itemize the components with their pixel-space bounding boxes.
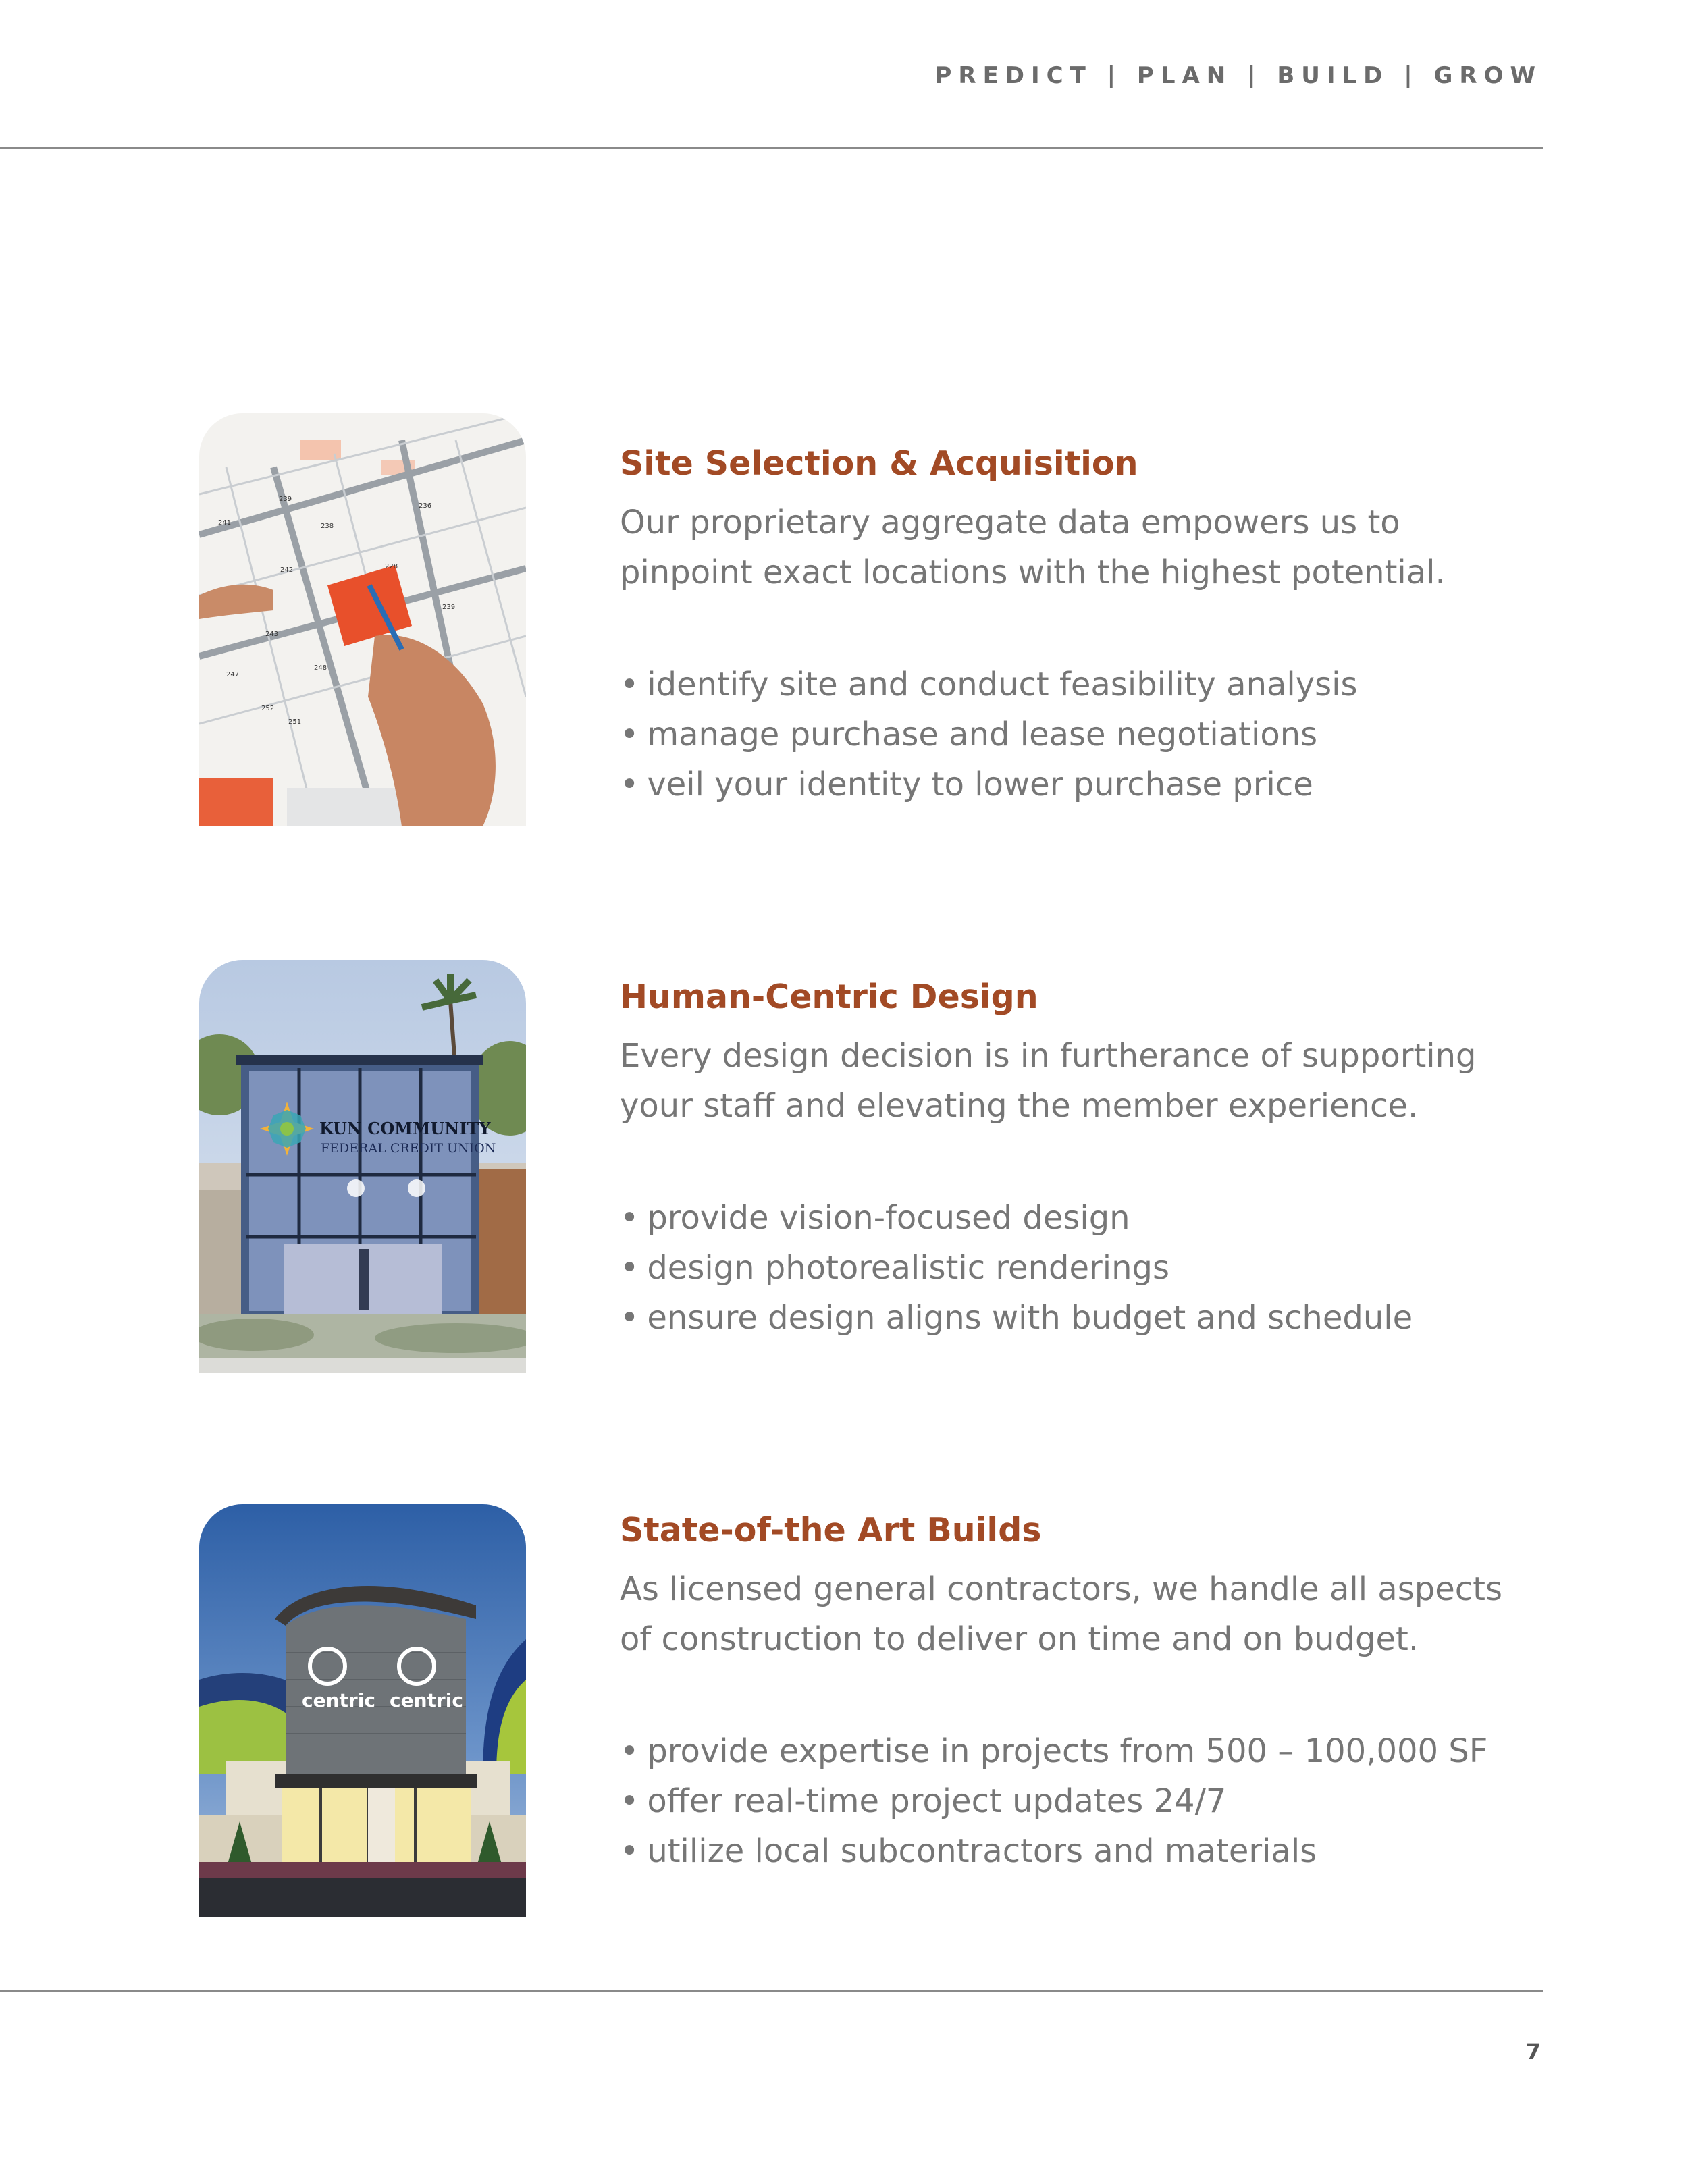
rendering-sign-line2: FEDERAL CREDIT UNION xyxy=(321,1141,496,1156)
svg-text:252: 252 xyxy=(261,705,275,712)
list-item: • utilize local subcontractors and materials xyxy=(620,1832,1317,1870)
svg-text:239: 239 xyxy=(279,496,292,503)
svg-text:228: 228 xyxy=(385,563,398,570)
bullet-list xyxy=(620,1726,1538,1876)
header-nav: PREDICT | PLAN | BUILD | GROW xyxy=(934,62,1542,89)
svg-text:242: 242 xyxy=(280,566,294,574)
credit-union-rendering xyxy=(199,960,526,1373)
branch-logo-text-right: centric xyxy=(390,1689,463,1711)
footer-divider xyxy=(0,1990,1543,1992)
svg-text:236: 236 xyxy=(419,502,432,510)
list-item: • manage purchase and lease negotiations xyxy=(620,715,1318,753)
list-item: • provide expertise in projects from 500 – 100,000 SF xyxy=(620,1732,1488,1770)
svg-text:241: 241 xyxy=(218,519,232,527)
svg-text:238: 238 xyxy=(321,523,334,530)
centric-branch-photo xyxy=(199,1504,526,1917)
page-number: 7 xyxy=(1525,2039,1541,2065)
bullet-list xyxy=(620,660,1538,809)
site-map-photo xyxy=(199,413,526,826)
svg-text:251: 251 xyxy=(288,718,302,726)
list-item: • veil your identity to lower purchase price xyxy=(620,765,1313,803)
header-divider xyxy=(0,147,1543,149)
section-description: Every design decision is in furtherance of supporting your staff and elevating the member experience. xyxy=(620,1036,1477,1125)
svg-text:243: 243 xyxy=(265,631,279,638)
svg-text:248: 248 xyxy=(314,664,327,672)
bullet-list xyxy=(620,1193,1538,1343)
section-description: Our proprietary aggregate data empowers us to pinpoint exact locations with the highest potential. xyxy=(620,503,1446,591)
list-item: • design photorealistic renderings xyxy=(620,1248,1169,1287)
section-title: Site Selection & Acquisition xyxy=(620,444,1138,483)
svg-text:239: 239 xyxy=(442,604,456,611)
rendering-sign-line1: KUN COMMUNITY xyxy=(319,1119,491,1138)
branch-logo-text-left: centric xyxy=(302,1689,375,1711)
list-item: • identify site and conduct feasibility analysis xyxy=(620,665,1358,703)
list-item: • offer real-time project updates 24/7 xyxy=(620,1782,1227,1820)
svg-text:247: 247 xyxy=(226,671,240,678)
section-title: Human-Centric Design xyxy=(620,978,1038,1016)
list-item: • ensure design aligns with budget and schedule xyxy=(620,1298,1413,1337)
section-description: As licensed general contractors, we handle all aspects of construction to deliver on time and on budget. xyxy=(620,1570,1502,1658)
section-title: State-of-the Art Builds xyxy=(620,1511,1042,1549)
list-item: • provide vision-focused design xyxy=(620,1198,1130,1237)
